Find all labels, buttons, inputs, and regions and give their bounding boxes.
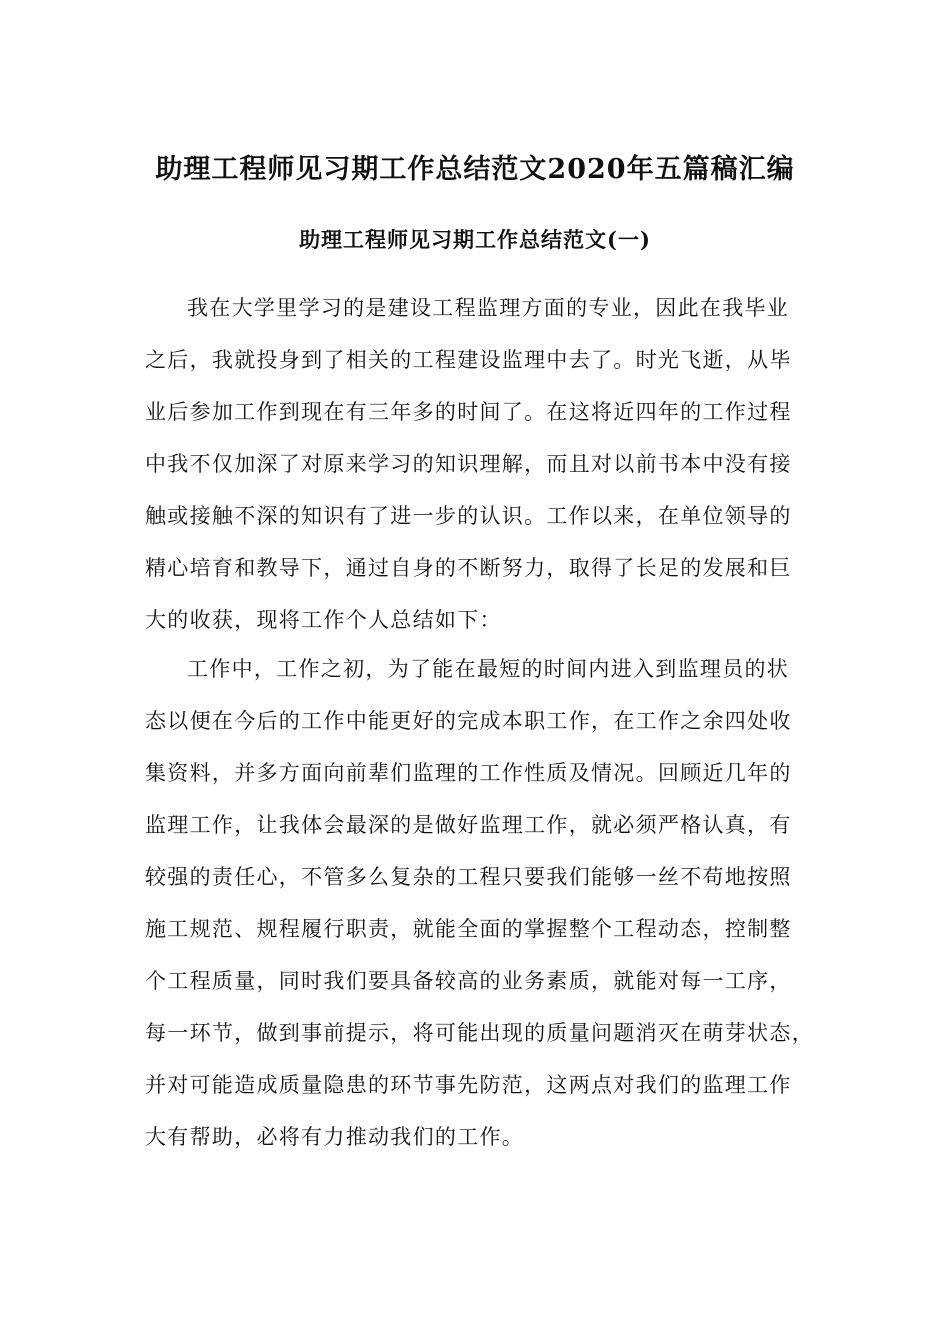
paragraph-line: 工作中，工作之初，为了能在最短的时间内进入到监理员的状	[187, 657, 790, 681]
paragraph-line: 我在大学里学习的是建设工程监理方面的专业，因此在我毕业	[187, 296, 790, 320]
paragraph-line: 大的收获，现将工作个人总结如下：	[145, 608, 502, 632]
document-subtitle: 助理工程师见习期工作总结范文(一)	[299, 227, 651, 252]
paragraph-line: 个工程质量，同时我们要具备较高的业务素质，就能对每一工序，	[145, 969, 792, 993]
paragraph-line: 之后，我就投身到了相关的工程建设监理中去了。时光飞逝，从毕	[145, 348, 792, 372]
paragraph-line: 较强的责任心，不管多么复杂的工程只要我们能够一丝不苟地按照	[145, 865, 792, 889]
paragraph-2	[145, 643, 814, 1163]
paragraph-line: 态以便在今后的工作中能更好的完成本职工作，在工作之余四处收	[145, 709, 792, 733]
paragraph-line: 业后参加工作到现在有三年多的时间了。在这将近四年的工作过程	[145, 400, 792, 424]
paragraph-line: 并对可能造成质量隐患的环节事先防范，这两点对我们的监理工作	[145, 1073, 792, 1097]
paragraph-line: 集资料，并多方面向前辈们监理的工作性质及情况。回顾近几年的	[145, 761, 792, 785]
paragraph-line: 监理工作，让我体会最深的是做好监理工作，就必须严格认真，有	[145, 813, 792, 837]
paragraph-line: 施工规范、规程履行职责，就能全面的掌握整个工程动态，控制整	[145, 917, 792, 941]
document-title: 助理工程师见习期工作总结范文2020年五篇稿汇编	[155, 154, 795, 185]
paragraph-line: 触或接触不深的知识有了进一步的认识。工作以来，在单位领导的	[145, 504, 792, 528]
paragraph-1	[145, 282, 810, 646]
paragraph-line: 精心培育和教导下，通过自身的不断努力，取得了长足的发展和巨	[145, 556, 792, 580]
paragraph-line: 每一环节，做到事前提示，将可能出现的质量问题消灭在萌芽状态，	[145, 1021, 814, 1045]
paragraph-line: 中我不仅加深了对原来学习的知识理解，而且对以前书本中没有接	[145, 452, 792, 476]
paragraph-line: 大有帮助，必将有力推动我们的工作。	[145, 1125, 525, 1149]
